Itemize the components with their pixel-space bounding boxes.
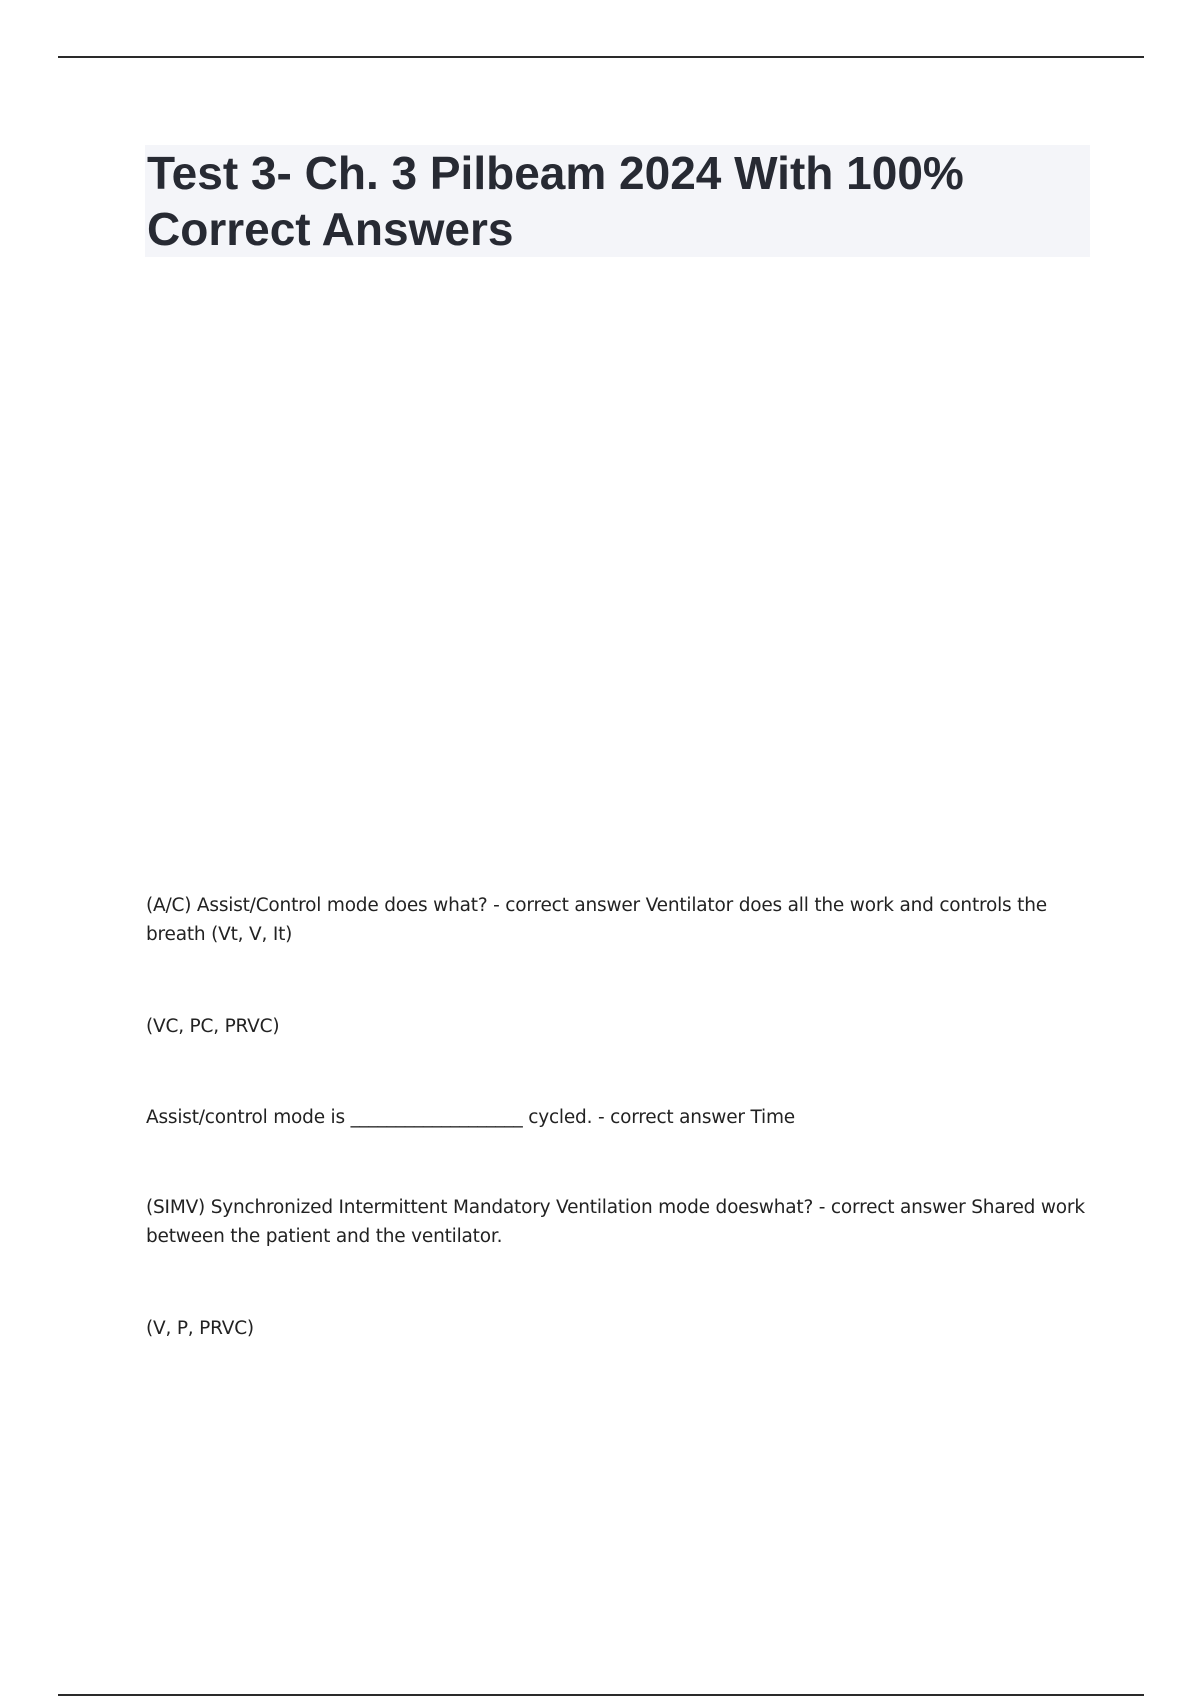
qa-item-assist-control-cycle: Assist/control mode is ___________________ cycled. - correct answer Time	[146, 1107, 795, 1128]
qa-item-assist-control-note: (VC, PC, PRVC)	[146, 1016, 280, 1037]
qa-item-assist-control: (A/C) Assist/Control mode does what? - correct answer Ventilator does all the work and controls the breath (Vt, V, It)	[146, 895, 1047, 945]
top-rule	[58, 56, 1144, 58]
title-banner	[145, 145, 1090, 257]
bottom-rule	[58, 1694, 1144, 1696]
document-title: Test 3- Ch. 3 Pilbeam 2024 With 100% Correct Answers	[147, 147, 964, 255]
qa-item-simv-note: (V, P, PRVC)	[146, 1318, 254, 1339]
qa-item-simv: (SIMV) Synchronized Intermittent Mandatory Ventilation mode doeswhat? - correct answer Shared work between the patient and the ventilator.	[146, 1197, 1085, 1247]
